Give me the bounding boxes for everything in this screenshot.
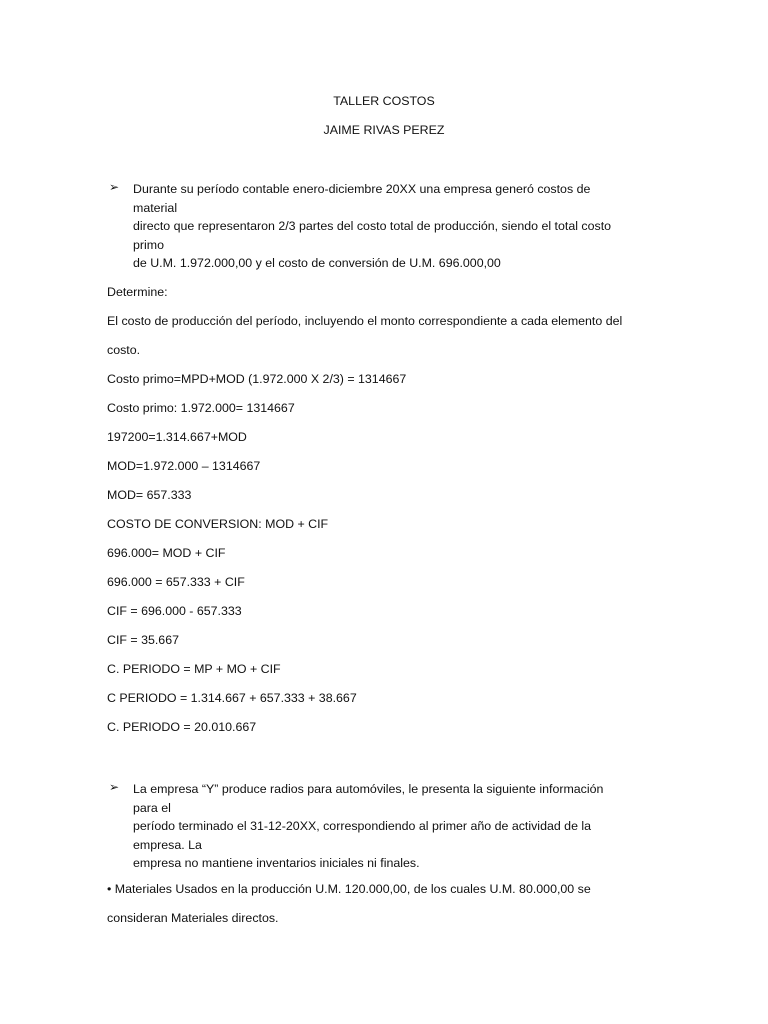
text-line: C PERIODO = 1.314.667 + 657.333 + 38.667 bbox=[107, 691, 357, 705]
text-line: directo que representaron 2/3 partes del costo total de producción, siendo el total costo bbox=[133, 219, 612, 233]
text-line: 696.000 = 657.333 + CIF bbox=[107, 575, 245, 589]
text-line: CIF = 696.000 - 657.333 bbox=[107, 604, 242, 618]
text-line: 197200=1.314.667+MOD bbox=[107, 430, 247, 444]
text-line: Costo primo: 1.972.000= 1314667 bbox=[107, 401, 295, 415]
text-line: empresa no mantiene inventarios iniciales ni finales. bbox=[133, 856, 420, 870]
text-line: C. PERIODO = MP + MO + CIF bbox=[107, 662, 281, 676]
text-line: empresa. La bbox=[133, 837, 202, 852]
text-line: 696.000= MOD + CIF bbox=[107, 546, 226, 560]
bullet-item-2 bbox=[109, 780, 653, 873]
text-line: La empresa “Y” produce radios para automóviles, le presenta la siguiente información bbox=[133, 782, 604, 796]
text-line: C. PERIODO = 20.010.667 bbox=[107, 720, 257, 734]
text-line: Costo primo=MPD+MOD (1.972.000 X 2/3) = 1314667 bbox=[107, 372, 407, 386]
bullet-item-1 bbox=[109, 180, 653, 273]
text-line: primo bbox=[133, 237, 164, 252]
text-line: material bbox=[133, 200, 178, 215]
arrow-bullet-icon: ➢ bbox=[109, 780, 120, 794]
text-line: COSTO DE CONVERSION: MOD + CIF bbox=[107, 517, 329, 531]
text-line: Determine: bbox=[107, 285, 168, 299]
text-line: período terminado el 31-12-20XX, correspondiendo al primer año de actividad de la bbox=[133, 819, 592, 833]
text-line: costo. bbox=[107, 343, 141, 357]
text-line: CIF = 35.667 bbox=[107, 633, 179, 647]
text-line: Durante su período contable enero-diciembre 20XX una empresa generó costos de bbox=[133, 182, 591, 196]
text-line: MOD= 657.333 bbox=[107, 488, 192, 502]
text-line: • Materiales Usados en la producción U.M. 120.000,00, de los cuales U.M. 80.000,00 se bbox=[107, 882, 591, 896]
text-line: de U.M. 1.972.000,00 y el costo de conversión de U.M. 696.000,00 bbox=[133, 256, 501, 270]
text-line: MOD=1.972.000 – 1314667 bbox=[107, 459, 261, 473]
text-line: consideran Materiales directos. bbox=[107, 911, 279, 925]
arrow-bullet-icon: ➢ bbox=[109, 180, 120, 194]
document-title: TALLER COSTOS bbox=[333, 94, 435, 108]
text-line: El costo de producción del período, incluyendo el monto correspondiente a cada elemento del bbox=[107, 314, 623, 328]
document-author: JAIME RIVAS PEREZ bbox=[323, 123, 445, 137]
text-line: para el bbox=[133, 800, 171, 815]
